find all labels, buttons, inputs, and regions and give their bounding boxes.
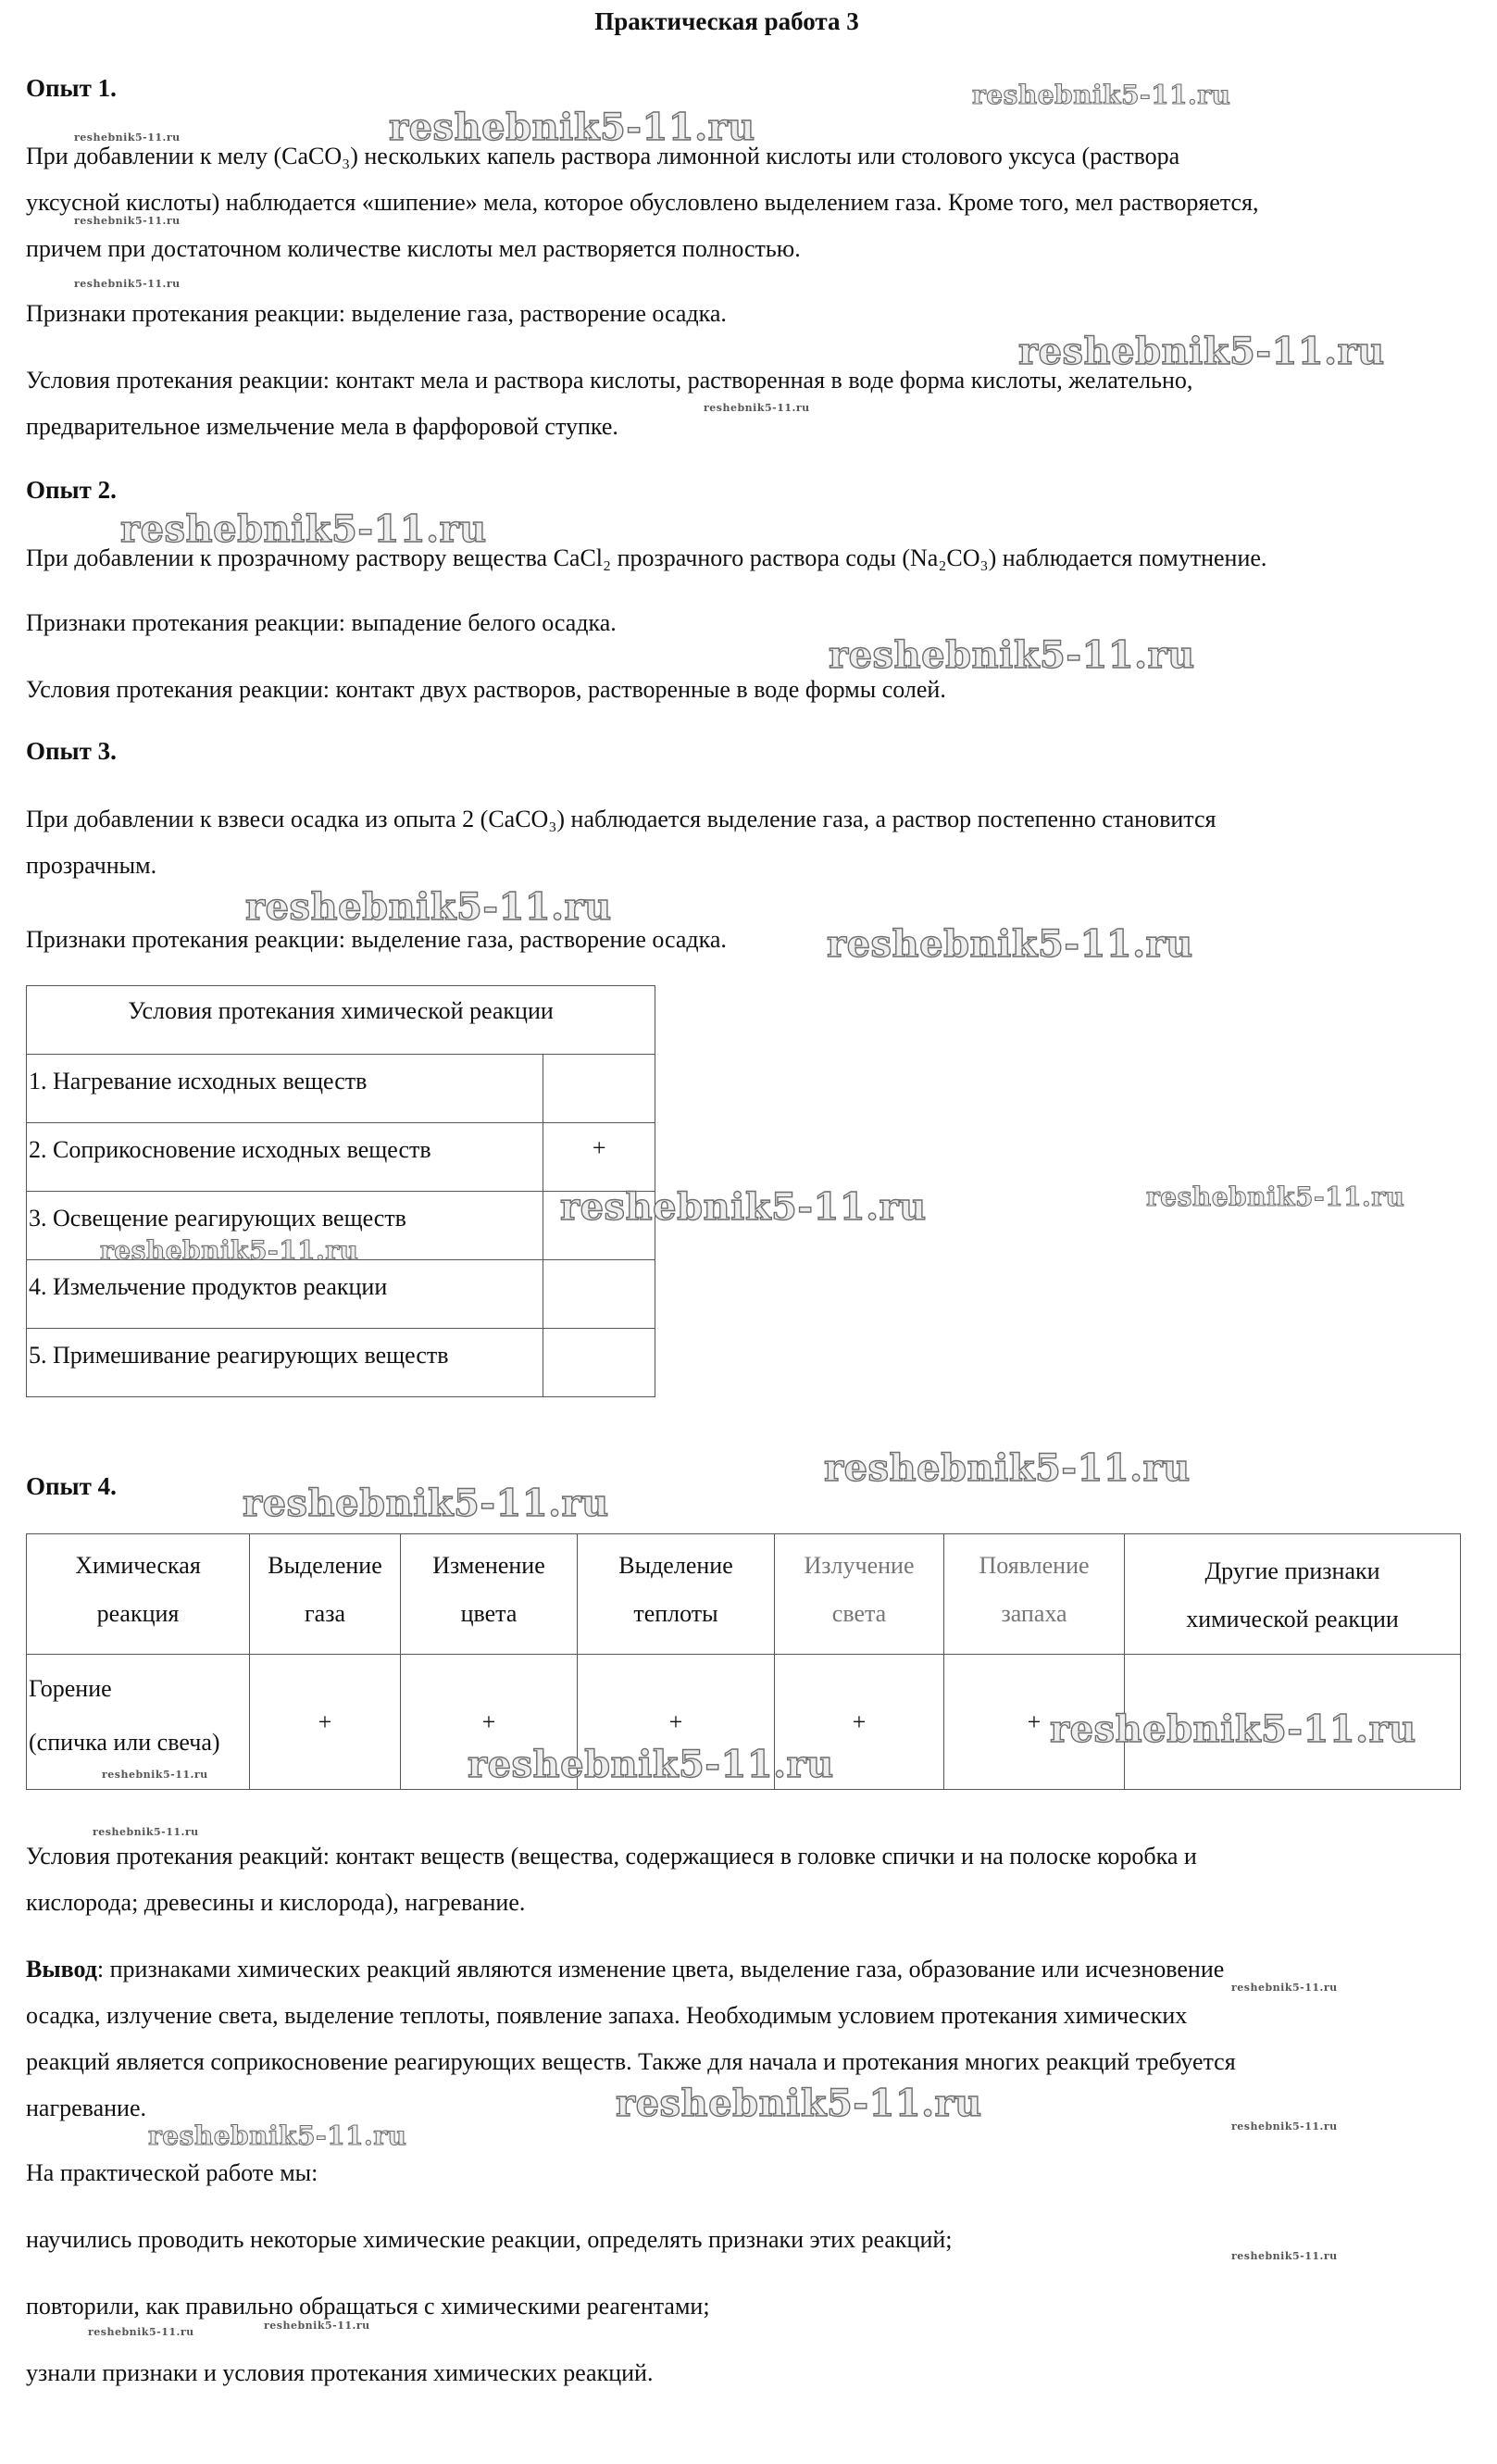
col-header-gas: Выделение газа	[250, 1534, 401, 1655]
mark-heat: +	[578, 1655, 775, 1790]
exp3-text-line-1: При добавлении к взвеси осадка из опыта 2 (CaCO₃) наблюдается выделение газа, а раствор постепенно становится	[26, 806, 1216, 832]
exp3-heading: Опыт 3.	[26, 737, 117, 765]
watermark: reshebnik5-11.ru	[389, 106, 755, 149]
col-header-smell: Появление запаха	[944, 1534, 1125, 1655]
exp3-text-line-2: прозрачным.	[26, 852, 157, 879]
watermark: reshebnik5-11.ru	[245, 885, 612, 929]
condition-label: 4. Измельчение продуктов реакции	[27, 1260, 543, 1329]
condition-mark: +	[543, 1123, 655, 1192]
table-row	[27, 1055, 655, 1123]
col-header-light: Излучение света	[775, 1534, 944, 1655]
watermark: reshebnik5-11.ru	[827, 922, 1193, 966]
exp4-conditions-line-2: кислорода; древесины и кислорода), нагревание.	[26, 1889, 526, 1916]
exp1-text-line-1: При добавлении к мелу (CaCO₃) нескольких капель раствора лимонной кислоты или столового уксуса (раствора	[26, 143, 1180, 169]
condition-mark	[543, 1329, 655, 1397]
watermark: reshebnik5-11.ru	[264, 2320, 370, 2332]
table-row	[27, 1260, 655, 1329]
exp2-conditions: Условия протекания реакции: контакт двух растворов, растворенные в воде формы солей.	[26, 676, 946, 703]
condition-mark	[543, 1260, 655, 1329]
watermark: reshebnik5-11.ru	[148, 2120, 407, 2151]
watermark: reshebnik5-11.ru	[100, 1235, 359, 1266]
col-header-color: Изменение цвета	[401, 1534, 578, 1655]
watermark: reshebnik5-11.ru	[93, 1826, 199, 1838]
mark-color: +	[401, 1655, 578, 1790]
reaction-conditions-table-header: Условия протекания химической реакции	[27, 986, 655, 1055]
watermark: reshebnik5-11.ru	[704, 402, 810, 414]
conclusion-line-1: Вывод: признаками химических реакций являются изменение цвета, выделение газа, образование или исчезновение	[26, 1956, 1225, 1982]
conclusion-item-2: повторили, как правильно обращаться с химическими реагентами;	[26, 2293, 710, 2320]
exp1-signs: Признаки протекания реакции: выделение газа, растворение осадка.	[26, 300, 727, 327]
conclusion-label: Вывод	[26, 1956, 97, 1982]
watermark: reshebnik5-11.ru	[74, 131, 181, 144]
watermark: reshebnik5-11.ru	[120, 507, 487, 551]
exp2-heading: Опыт 2.	[26, 476, 117, 504]
watermark: reshebnik5-11.ru	[1018, 330, 1385, 373]
watermark: reshebnik5-11.ru	[243, 1482, 609, 1525]
conclusion-line-4: нагревание.	[26, 2095, 146, 2121]
exp2-signs: Признаки протекания реакции: выпадение белого осадка.	[26, 609, 617, 636]
condition-label: 5. Примешивание реагирующих веществ	[27, 1329, 543, 1397]
conclusion-intro: На практической работе мы:	[26, 2159, 318, 2186]
page-title: Практическая работа 3	[594, 7, 859, 35]
watermark: reshebnik5-11.ru	[829, 633, 1195, 677]
mark-light: +	[775, 1655, 944, 1790]
watermark: reshebnik5-11.ru	[468, 1743, 834, 1786]
watermark: reshebnik5-11.ru	[74, 215, 181, 227]
exp1-text-line-2: уксусной кислоты) наблюдается «шипение» мела, которое обусловлено выделением газа. Кроме того, мел растворяется,	[26, 189, 1259, 216]
exp2-text: При добавлении к прозрачному раствору вещества CaCl₂ прозрачного раствора соды (Na₂CO₃) наблюдается помутнение.	[26, 544, 1267, 571]
table-row	[27, 1123, 655, 1192]
col-header-reaction: Химическая реакция	[27, 1534, 250, 1655]
exp4-conditions-line-1: Условия протекания реакций: контакт веществ (вещества, содержащиеся в головке спички и на полоске коробка и	[26, 1843, 1197, 1870]
exp1-conditions-line-2: предварительное измельчение мела в фарфоровой ступке.	[26, 413, 618, 440]
condition-label: 3. Освещение реагирующих веществ	[27, 1192, 543, 1260]
mark-gas: +	[250, 1655, 401, 1790]
watermark: reshebnik5-11.ru	[972, 80, 1231, 110]
col-header-heat: Выделение теплоты	[578, 1534, 775, 1655]
watermark: reshebnik5-11.ru	[1050, 1707, 1416, 1751]
exp1-text-line-3: причем при достаточном количестве кислоты мел растворяется полностью.	[26, 235, 801, 262]
mark-smell: +	[944, 1655, 1125, 1790]
watermark: reshebnik5-11.ru	[74, 278, 181, 290]
condition-label: 2. Соприкосновение исходных веществ	[27, 1123, 543, 1192]
conclusion-item-3: узнали признаки и условия протекания химических реакций.	[26, 2359, 654, 2386]
watermark: reshebnik5-11.ru	[1231, 2250, 1338, 2262]
exp3-signs: Признаки протекания реакции: выделение газа, растворение осадка.	[26, 926, 727, 953]
watermark: reshebnik5-11.ru	[560, 1185, 927, 1229]
watermark: reshebnik5-11.ru	[88, 2326, 194, 2338]
watermark: reshebnik5-11.ru	[1146, 1182, 1405, 1212]
exp4-heading: Опыт 4.	[26, 1472, 117, 1500]
watermark: reshebnik5-11.ru	[102, 1769, 208, 1781]
exp1-conditions-line-1: Условия протекания реакции: контакт мела и раствора кислоты, растворенная в воде форма кислоты, желательно,	[26, 367, 1193, 394]
col-header-other: Другие признаки химической реакции	[1125, 1534, 1461, 1655]
conclusion-item-1: научились проводить некоторые химические реакции, определять признаки этих реакций;	[26, 2226, 953, 2253]
condition-label: 1. Нагревание исходных веществ	[27, 1055, 543, 1123]
conclusion-line-3: реакций является соприкосновение реагирующих веществ. Также для начала и протекания многих реакций требуется	[26, 2048, 1236, 2075]
exp1-heading: Опыт 1.	[26, 74, 117, 102]
watermark: reshebnik5-11.ru	[616, 2082, 982, 2125]
conclusion-line-2: осадка, излучение света, выделение теплоты, появление запаха. Необходимым условием протекания химических	[26, 2002, 1188, 2029]
reaction-name: Горение (спичка или свеча)	[27, 1655, 250, 1790]
table-row	[27, 1329, 655, 1397]
watermark: reshebnik5-11.ru	[1231, 2120, 1338, 2133]
watermark: reshebnik5-11.ru	[1231, 1982, 1338, 1994]
watermark: reshebnik5-11.ru	[824, 1446, 1191, 1490]
condition-mark	[543, 1055, 655, 1123]
